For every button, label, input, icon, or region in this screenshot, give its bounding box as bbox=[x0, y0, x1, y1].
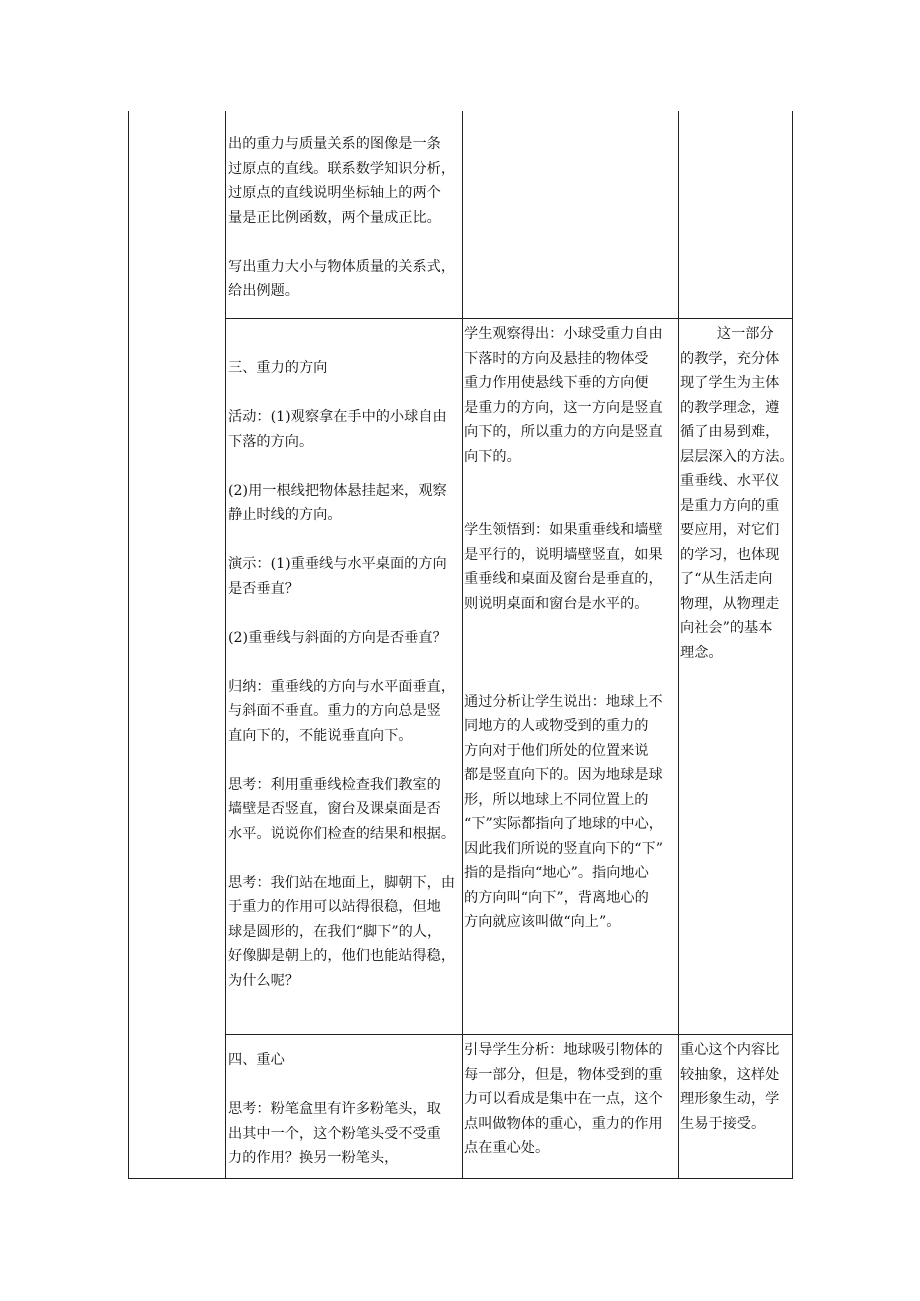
design-intent-text: 的教学，充分体 现了学生为主体 的教学理念，遵 循了由易到难， 层层深入的方法。 重垂线、水平仪 是重力方向的重 要应用，对它们 的学习，也体现 了“从生活走向 物理，从物理走 向社会”的基本 理念。 bbox=[680, 350, 794, 661]
student-understanding-text: 学生领悟到：如果重垂线和墙壁 是平行的，说明墙壁竖直，如果 重垂线和桌面及窗台是垂直的， 则说明桌面和窗台是水平的。 bbox=[464, 522, 663, 612]
row-divider-1 bbox=[225, 318, 793, 319]
activity-text: 活动：(1)观察拿在手中的小球自由 下落的方向。 bbox=[228, 409, 447, 450]
column-divider-1 bbox=[225, 111, 226, 1179]
table-border-left bbox=[128, 111, 129, 1179]
analysis-text: 通过分析让学生说出：地球上不 同地方的人或物受到的重力的 方向对于他们所处的位置来说 都是竖直向下的。因为地球是球 形，所以地球上不同位置上的 “下”实际都指向了地球的中心， 因此我们所说的竖直向下的“下” 指的是指向“地心”。指向地心 的方向叫“向下”，背离地心的 方向就应该叫做“向上”。 bbox=[464, 693, 663, 930]
row3-process-cell bbox=[228, 1048, 462, 1171]
design-intent-first-line: 这一部分 bbox=[716, 326, 774, 342]
demonstration-step-2-text: (2)重垂线与斜面的方向是否垂直？ bbox=[228, 629, 447, 646]
summary-text: 归纳：重垂线的方向与水平面垂直， 与斜面不垂直。重力的方向总是竖 直向下的，不能说垂直向下。 bbox=[228, 678, 456, 744]
think-question-2: 思考：我们站在地面上，脚朝下，由 于重力的作用可以站得很稳，但地 球是圆形的，在我们“脚下”的人， 好像脚是朝上的，他们也能站得稳， 为什么呢？ bbox=[228, 874, 456, 989]
table-border-bottom bbox=[128, 1178, 793, 1179]
column-divider-3 bbox=[678, 111, 679, 1179]
row2-student-activity-cell bbox=[464, 322, 678, 935]
center-of-gravity-analysis: 引导学生分析：地球吸引物体的 每一部分，但是，物体受到的重 力可以看成是集中在一点，这个 点叫做物体的重心，重力的作用 点在重心处。 bbox=[464, 1042, 663, 1156]
center-of-gravity-intent: 重心这个内容比 较抽象，这样处 理形象生动，学 生易于接受。 bbox=[680, 1042, 780, 1132]
row2-process-cell bbox=[228, 356, 462, 993]
column-divider-2 bbox=[462, 111, 463, 1179]
row1-paragraph-2: 写出重力大小与物体质量的关系式， 给出例题。 bbox=[228, 258, 456, 299]
row1-paragraph-1: 出的重力与质量关系的图像是一条 过原点的直线。联系数学知识分析， 过原点的直线说明坐标轴上的两个 量是正比例函数，两个量成正比。 bbox=[228, 136, 456, 226]
row-divider-2 bbox=[225, 1034, 793, 1035]
think-question-1: 思考：利用重垂线检查我们教室的 墙壁是否竖直，窗台及课桌面是否 水平。说说你们检查的结果和根据。 bbox=[228, 776, 456, 842]
row1-process-cell bbox=[228, 132, 462, 304]
chalk-question-text: 思考：粉笔盒里有许多粉笔头，取 出其中一个，这个粉笔头受不受重 力的作用？换另一粉笔头， bbox=[228, 1101, 441, 1166]
row3-design-intent-cell bbox=[680, 1038, 794, 1136]
row3-student-activity-cell bbox=[464, 1038, 678, 1161]
row2-design-intent-cell bbox=[680, 322, 794, 665]
demonstration-text: 演示：(1)重垂线与水平桌面的方向 是否垂直？ bbox=[228, 556, 447, 597]
student-observation-text: 学生观察得出：小球受重力自由 下落时的方向及悬挂的物体受 重力作用使悬线下垂的方向便 是重力的方向，这一方向是竖直 向下的，所以重力的方向是竖直 向下的。 bbox=[464, 326, 663, 465]
section-heading-center-of-gravity: 四、重心 bbox=[228, 1052, 285, 1068]
section-heading-gravity-direction: 三、重力的方向 bbox=[228, 360, 328, 376]
activity-step-2-text: (2)用一根线把物体悬挂起来，观察 静止时线的方向。 bbox=[228, 482, 447, 523]
